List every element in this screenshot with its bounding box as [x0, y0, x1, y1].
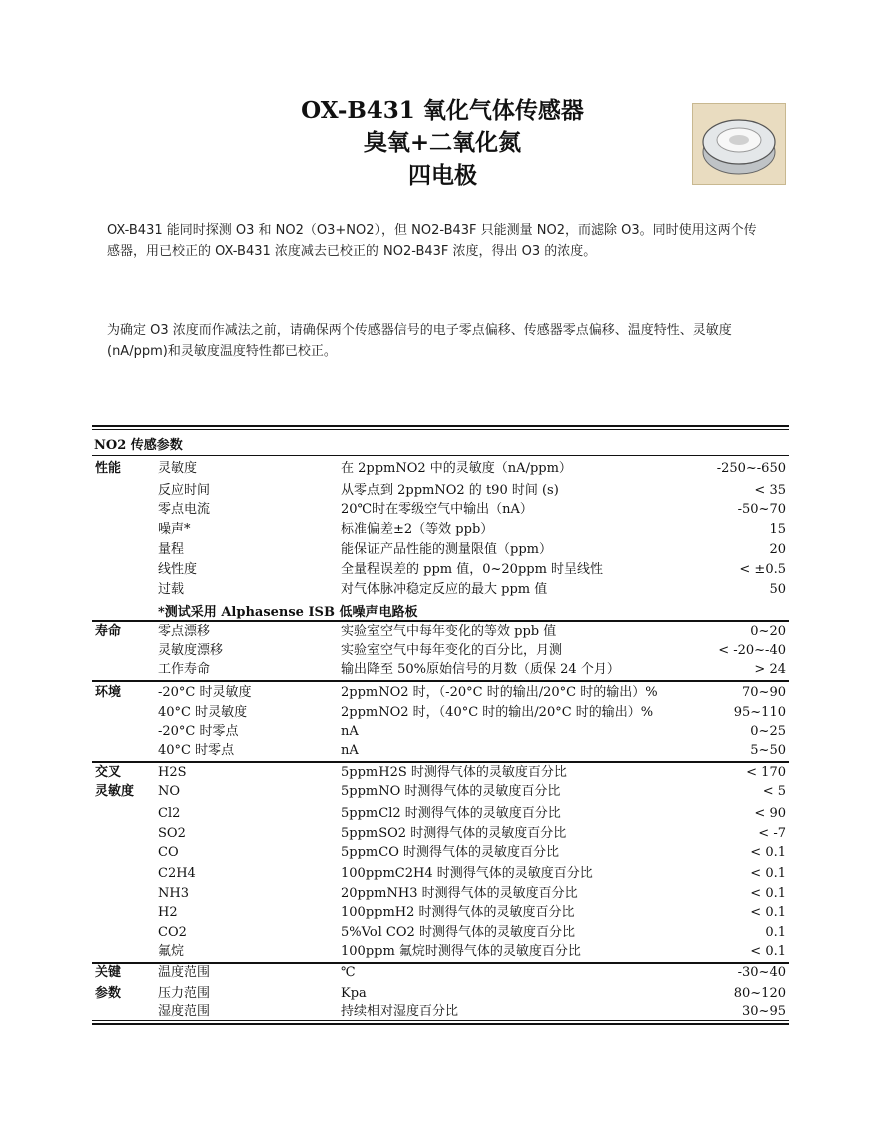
table-row: 环境 -20°C 时灵敏度 2ppmNO2 时，（-20°C 时的输出/20°C 时的输出）% 70~90 — [95, 685, 786, 700]
table-row: 零点电流 20℃时在零级空气中输出（nA） -50~70 — [158, 502, 786, 517]
intro-paragraph-1: OX-B431 能同时探测 O3 和 NO2（O3+NO2），但 NO2-B43F 只能测量 NO2，而滤除 O3。同时使用这两个传感器，用已校正的 OX-B431 浓度减去已校正的 NO2-B43F 浓度，得出 O3 的浓度。 — [107, 223, 757, 259]
table-top-rule-2 — [92, 429, 789, 430]
table-row: 噪声* 标准偏差±2（等效 ppb） 15 — [158, 522, 786, 537]
table-heading: NO2 传感参数 — [94, 438, 183, 453]
table-footnote: *测试采用 Alphasense ISB 低噪声电路板 — [158, 605, 418, 620]
table-row: 灵敏度漂移 实验室空气中每年变化的百分比，月测 < -20~-40 — [158, 643, 786, 658]
table-row: 40°C 时零点 nA 5~50 — [158, 743, 786, 758]
table-row: 灵敏度 NO 5ppmNO 时测得气体的灵敏度百分比 < 5 — [95, 784, 786, 799]
table-row: 量程 能保证产品性能的测量限值（ppm） 20 — [158, 542, 786, 557]
table-head-rule — [92, 455, 789, 456]
table-row: 关键 温度范围 ℃ -30~40 — [95, 965, 786, 980]
table-top-rule — [92, 425, 789, 427]
table-row: NH3 20ppmNH3 时测得气体的灵敏度百分比 < 0.1 — [158, 886, 786, 901]
doc-subtitle-2: 四电极 — [408, 162, 477, 189]
table-row: 性能 灵敏度 在 2ppmNO2 中的灵敏度（nA/ppm） -250~-650 — [95, 461, 786, 476]
table-row: 湿度范围 持续相对湿度百分比 30~95 — [158, 1004, 786, 1019]
table-row: -20°C 时零点 nA 0~25 — [158, 724, 786, 739]
doc-subtitle: 臭氧+二氧化氮 — [363, 129, 522, 156]
table-row: 氟烷 100ppm 氟烷时测得气体的灵敏度百分比 < 0.1 — [158, 944, 786, 959]
table-row: 线性度 全量程误差的 ppm 值，0~20ppm 时呈线性 < ±0.5 — [158, 562, 786, 577]
intro-paragraph-2: 为确定 O3 浓度而作减法之前，请确保两个传感器信号的电子零点偏移、传感器零点偏移、温度特性、灵敏度(nA/ppm)和灵敏度温度特性都已校正。 — [107, 323, 732, 359]
table-row: H2 100ppmH2 时测得气体的灵敏度百分比 < 0.1 — [158, 905, 786, 920]
table-row: 寿命 零点漂移 实验室空气中每年变化的等效 ppb 值 0~20 — [95, 624, 786, 639]
table-row: 过载 对气体脉冲稳定反应的最大 ppm 值 50 — [158, 582, 786, 597]
table-row: C2H4 100ppmC2H4 时测得气体的灵敏度百分比 < 0.1 — [158, 866, 786, 881]
sensor-photo-icon — [692, 103, 786, 185]
doc-title: OX-B431 氧化气体传感器 — [301, 97, 584, 124]
table-row: 40°C 时灵敏度 2ppmNO2 时，（40°C 时的输出/20°C 时的输出）% 95~110 — [158, 705, 786, 720]
table-row: CO 5ppmCO 时测得气体的灵敏度百分比 < 0.1 — [158, 845, 786, 860]
table-row: 交叉 H2S 5ppmH2S 时测得气体的灵敏度百分比 < 170 — [95, 765, 786, 780]
table-bottom-rule-2 — [92, 1023, 789, 1025]
table-row: 反应时间 从零点到 2ppmNO2 的 t90 时间 (s) < 35 — [158, 483, 786, 498]
table-row: 工作寿命 输出降至 50%原始信号的月数（质保 24 个月） > 24 — [158, 662, 786, 677]
table-row: CO2 5%Vol CO2 时测得气体的灵敏度百分比 0.1 — [158, 925, 786, 940]
table-row: Cl2 5ppmCl2 时测得气体的灵敏度百分比 < 90 — [158, 806, 786, 821]
table-row: 参数 压力范围 Kpa 80~120 — [95, 986, 786, 1001]
table-row: SO2 5ppmSO2 时测得气体的灵敏度百分比 < -7 — [158, 826, 786, 841]
table-bottom-rule — [92, 1020, 789, 1021]
section-rule — [92, 680, 789, 682]
